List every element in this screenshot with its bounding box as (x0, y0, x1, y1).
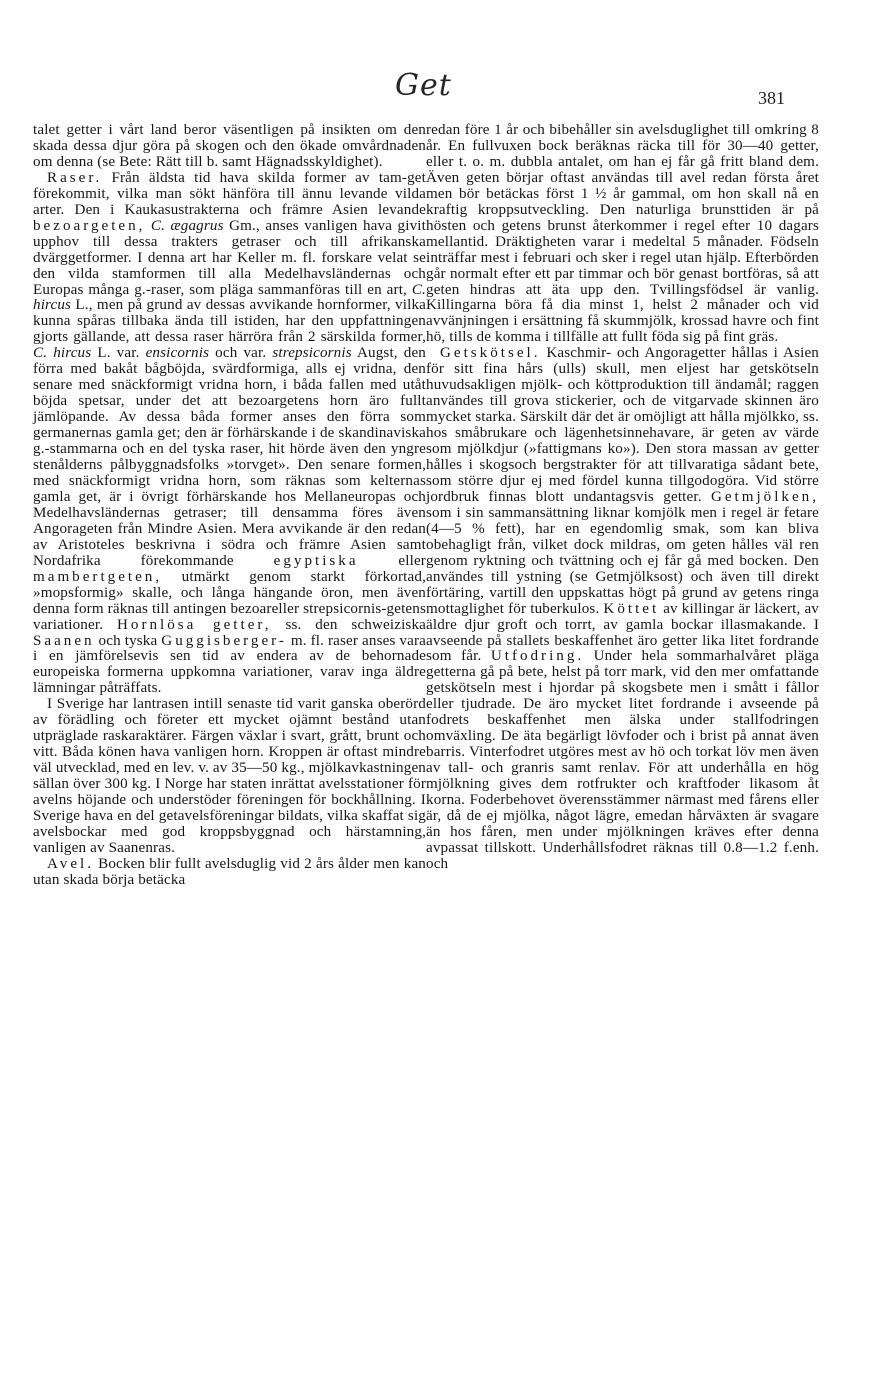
term-hornlosa-getter: Hornlösa getter, (117, 616, 272, 633)
paragraph-getskotsel: Getskötsel. Kaschmir- och Angoragetter hållas i Asien för sitt fina hårs (ulls) skull, men eljest har getskötseln huvudsakligen mjölk- och köttproduktion till ändamål; raggen användes till grova stickerier, och de vitgarvade skinnen äro mycket starka. Särskilt där det är omöjligt att hålla mjölkko, ss. hos småbrukare och lägenhetsinnehavare, är geten av värde som mjölkdjur (»fattigmans ko»). Den stora massan av getter hålles i skogsoch bergstrakter för att tillvaratiga sådant bete, som större djur ej med fördel kunna tillgodogöra. Vid större jordbruk finnas blott undantagsvis getter. Getmjölken, som i sin sammansättning liknar komjölk men i regel är fetare (4—5 % fett), har en egendomlig smak, som kan bliva obehagligt från, vilket dock mildras, om geten hålles väl ren genom ryktning och tvättning och ej får gå med bocken. Den användes till ystning (se Getmjölksost) och även till direkt förtäring, vartill den uppskattas högt på grund av getens ringa mottaglighet för tuberkulos. Köttet av killingar är läckert, av äldre djur groft och torrt, av gamla bockar illasmakande. I avseende på stallets beskaffenhet äro getter lika litet fordrande som får. Utfodring. Under hela sommarhalvåret pläga getterna gå på bete, helst på torr mark, vid den mer omfattande getskötseln mest i hjordar på skogsbete men i smått i fållor eller tjudrade. De äro mycket litet fordrande i avseende på fodrets beskaffenhet men älska under stallfodringen omväxling. De äta begärligt lövfoder och i brist på annat även barris. Vinterfodret utgöres mest av hö och torkat löv men även av tall- och granris samt renlav. För att underhålla en hög mjölkning gives dem rotfrukter och kraftfoder likasom åt korna. Foderbehovet överensstämmer närmast med fårens eller är, då de ej mjölka, något lägre, emedan hårväxten är svagare än hos fåren, men under mjölkningen kräves efter denna avpassat tillskott. Underhållsfodret räknas till 0.8—1.2 f.enh. och (426, 345, 819, 872)
section-heading-utfodring: Utfodring. (490, 648, 585, 665)
running-head: Get (395, 68, 452, 103)
species-name: C. ægagrus (150, 217, 224, 234)
page-number: 381 (758, 88, 785, 108)
term-saanen: Saanen (33, 632, 95, 649)
paragraph-raser: Raser. Från äldsta tid hava skilda former av tam-get förekommit, vilka man sökt hänföra till ännu levande vilda arter. Den i Kaukasustrakterna och främre Asien levande bezoargeten, C. ægagrus Gm., anses vanligen hava givit upphov till dessa trakters getraser och till afrikanska dvärggetformer. I denna art har Keller m. fl. forskare velat se den vilda stamformen till alla Medelhavsländernas och Europas många g.-raser, som pläga sammanföras till en art, C. hircus L., men på grund av dessas avvikande hornformer, vilka kunna spåras tillbaka ända till istiden, har den uppfattningen gjorts gällande, att dessa raser härröra från 2 särskilda former, C. hircus L. var. ensicornis och var. strepsicornis Augst, den förra med bakåt bågböjda, svärdformiga, alls ej vridna, den senare med snäckformigt vridna horn, i båda fallen med utåt böjda spetsar, under det att bezoargetens horn äro fullt jämlöpande. Av dessa båda former anses den förra som germanernas gamla get; den är förhärskande i de skandinaviska g.-stammarna och en del tyska raser, hit hörde även den yngre stenålderns pålbyggnadsfolks »torvget». Den senare formen, med snäckformigt vridna horn, som räknas som kelternas gamla get, är i övrigt förhärskande hos Mellaneuropas och Medelhavsländernas getraser; till densamma föres även Angorageten från Mindre Asien. Mera avvikande är den redan av Aristoteles beskrivna i södra och främre Asien samt Nordafrika förekommande egyptiska eller mambertgeten, utmärkt genom starkt förkortad, »mopsformig» skalle, och långa hängande öron, men även denna form räknas till antingen bezoareller strepsicornis-getens variationer. Hornlösa getter, ss. den schweiziska Saanen och tyska Guggisberger- m. fl. raser anses vara i en jämförelsevis sen tid av endera av de behornade europeiska formerna uppkomna variationer, varav inga äldre lämningar påträffats. (33, 169, 427, 697)
species-name: C. hircus (33, 345, 92, 362)
term-mambertgeten: mambertgeten, (33, 568, 163, 585)
term-bezoargeten: bezoargeten, (33, 217, 146, 234)
species-name: strepsicornis (272, 345, 352, 362)
section-heading-raser: Raser. (47, 169, 103, 186)
section-heading-avel: Avel. (47, 855, 94, 872)
paragraph-intro: talet getter i vårt land beror väsentligen på insikten om den skada dessa djur göra på skogen och den ökade omvårdnaden om denna (se Bete: Rätt till b. samt Hägnadsskyldighet). (33, 122, 426, 170)
species-name: ensicornis (145, 345, 210, 362)
paragraph-avel: Avel. Bocken blir fullt avelsduglig vid 2 års ålder men kan utan skada börja betäcka (33, 855, 426, 888)
term-egyptiska: egyptiska (273, 552, 359, 569)
right-column (426, 123, 819, 873)
paragraph-avel-continued: redan före 1 år och bibehåller sin avelsduglighet till omkring 8 år. En fullvuxen bock beräknas räcka till för 30—40 getter, eller t. o. m. dubbla antalet, om han ej får gå fritt bland dem. Även geten börjar oftast användas till avel redan första året men bör betäckas först 1 ½ år gammal, om hon skall nå en kraftig kroppsutveckling. Den naturliga brunsttiden är på hösten och getens brunst återkommer i regel efter 10 dagars mellantid. Dräktigheten varar i medeltal 5 månader. Födseln inträffar mest i februari och sker i regel utan hjälp. Efterbörden går normalt efter ett par timmar och bör genast bortföras, så att geten hindras att äta upp den. Tvillingsfödsel är vanlig. Killingarna böra få dia minst 1, helst 2 månader och vid avvänjningen i ersättning få skummjölk, krossad havre och fint hö, tills de komma i tillfälle att fullt föda sig på fint gräs. (426, 122, 819, 346)
term-guggisberger: Guggisberger- (161, 632, 287, 649)
species-name: C. hircus (33, 281, 426, 314)
term-kottet: Köttet (603, 600, 660, 617)
section-heading-getskotsel: Getskötsel. (440, 345, 541, 362)
term-getmjolken: Getmjölken, (710, 488, 819, 505)
paragraph-sverige: I Sverige har lantrasen intill senaste tid varit ganska oberörd av förädling och företer ett mycket ojämnt bestånd utan utpräglade raskaraktärer. Färgen växlar i svart, grått, brunt och vitt. Båda könen hava vanligen horn. Kroppen är oftast mindre väl utvecklad, med en lev. v. av 35—50 kg., mjölkavkastningen sällan över 300 kg. I Norge har staten inrättat avelsstationer för avelns höjande och understöder föreningen för bockhållning. I Sverige hava en del getavelsföreningar bildats, vilka skaffat sig avelsbockar med god kroppsbyggnad och härstamning, vanligen av Saanenras. (33, 696, 426, 856)
left-column (33, 123, 426, 889)
